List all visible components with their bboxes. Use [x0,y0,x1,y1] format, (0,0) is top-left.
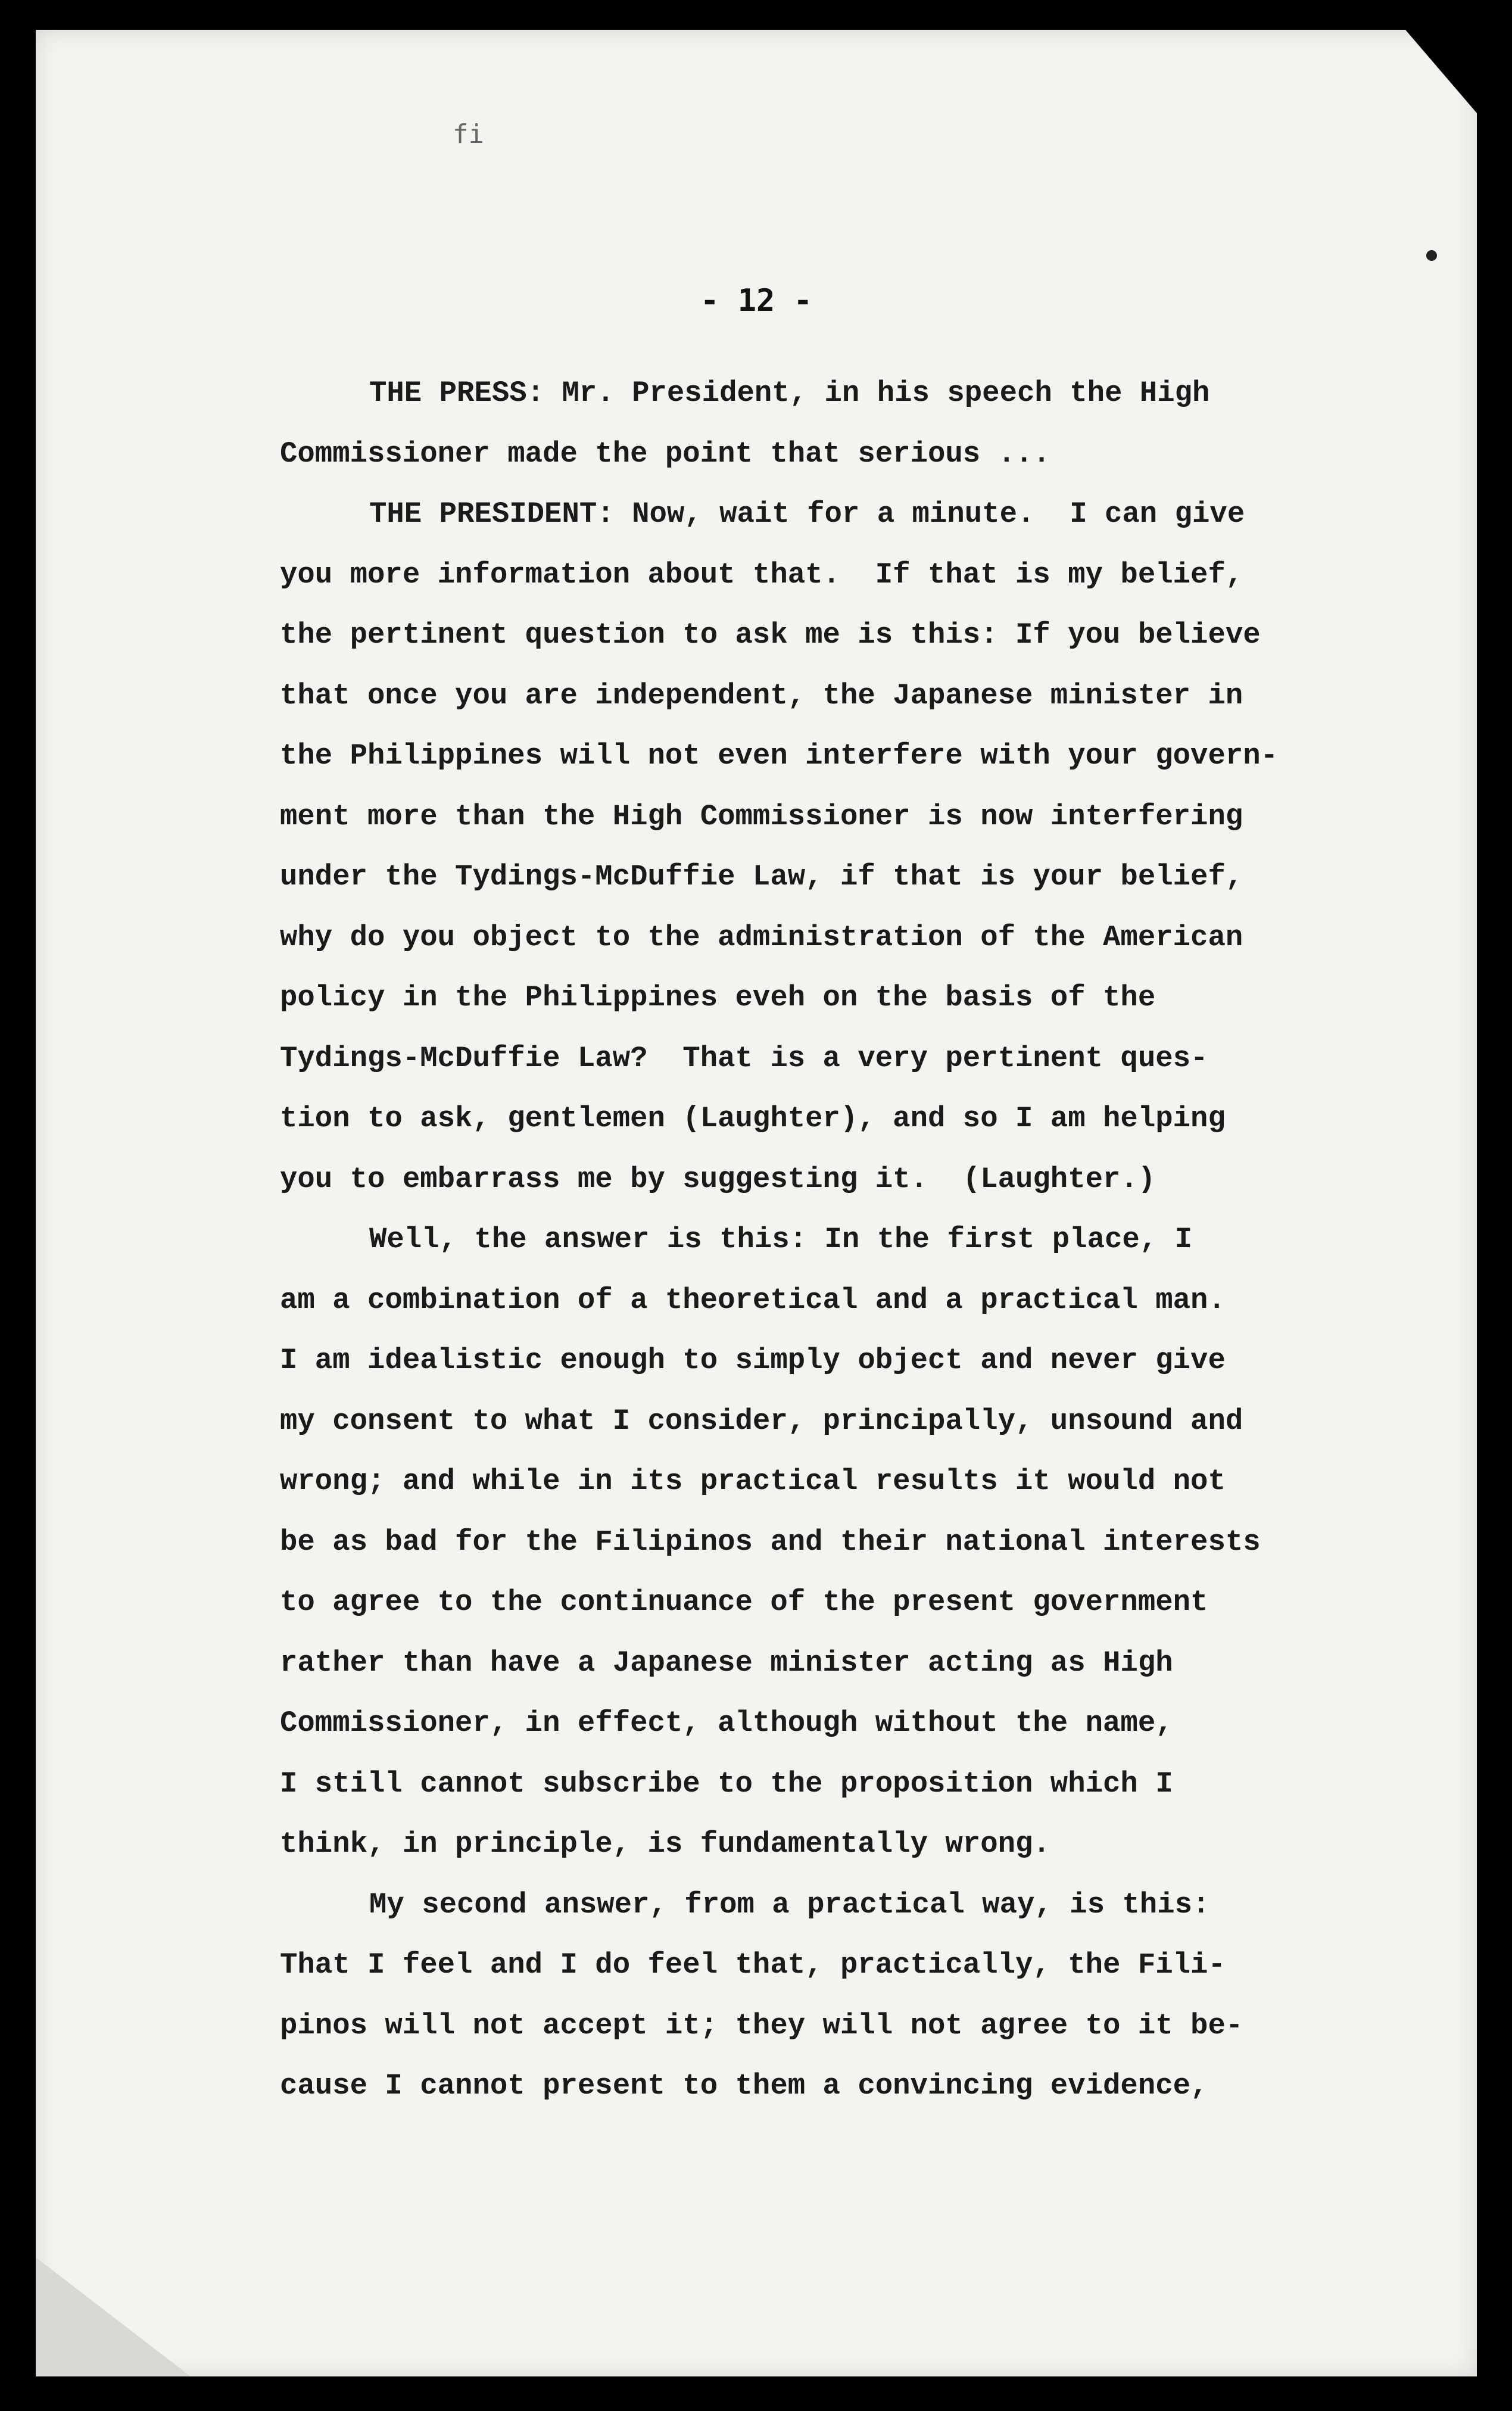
text-line: be as bad for the Filipinos and their national interests [280,1525,1261,1559]
stray-mark: fi [453,119,484,149]
page-number: - 12 - [700,283,812,319]
text-line: Well, the answer is this: In the first place, I [369,1223,1193,1256]
text-line: under the Tydings-McDuffie Law, if that is your belief, [280,860,1243,893]
folded-corner-bottom-left [36,2257,191,2376]
transcript-body [280,363,1352,2117]
text-line: I still cannot subscribe to the proposition which I [280,1767,1173,1801]
text-line: you to embarrass me by suggesting it. (Laughter.) [280,1162,1156,1196]
text-line: rather than have a Japanese minister acting as High [280,1646,1173,1680]
text-line: Tydings-McDuffie Law? That is a very pertinent ques- [280,1041,1208,1075]
text-line: why do you object to the administration of the American [280,920,1243,954]
text-line: Commissioner, in effect, although without the name, [280,1706,1173,1740]
text-line: I am idealistic enough to simply object and never give [280,1344,1226,1377]
text-line: to agree to the continuance of the present government [280,1585,1208,1619]
text-line: pinos will not accept it; they will not agree to it be- [280,2008,1243,2042]
text-line: tion to ask, gentlemen (Laughter), and so I am helping [280,1102,1226,1135]
ink-dot [1426,250,1437,261]
text-line: that once you are independent, the Japanese minister in [280,678,1243,712]
text-line: think, in principle, is fundamentally wrong. [280,1827,1050,1861]
typed-page [36,30,1477,2376]
text-line: cause I cannot present to them a convincing evidence, [280,2069,1208,2102]
text-line: THE PRESIDENT: Now, wait for a minute. I can give [369,497,1245,531]
text-line: My second answer, from a practical way, is this: [369,1887,1210,1921]
text-line: policy in the Philippines eveh on the basis of the [280,981,1156,1014]
text-line: wrong; and while in its practical results it would not [280,1465,1226,1498]
folded-corner-top-right [1405,30,1477,113]
text-line: am a combination of a theoretical and a practical man. [280,1283,1226,1317]
text-line: my consent to what I consider, principally, unsound and [280,1404,1243,1438]
text-line: THE PRESS: Mr. President, in his speech the High [369,376,1210,410]
text-line: the Philippines will not even interfere with your govern- [280,739,1279,772]
text-line: That I feel and I do feel that, practically, the Fili- [280,1948,1226,1982]
text-line: ment more than the High Commissioner is now interfering [280,799,1243,833]
text-line: you more information about that. If that is my belief, [280,557,1243,591]
text-line: the pertinent question to ask me is this: If you believe [280,618,1261,652]
text-line: Commissioner made the point that serious ... [280,437,1050,471]
